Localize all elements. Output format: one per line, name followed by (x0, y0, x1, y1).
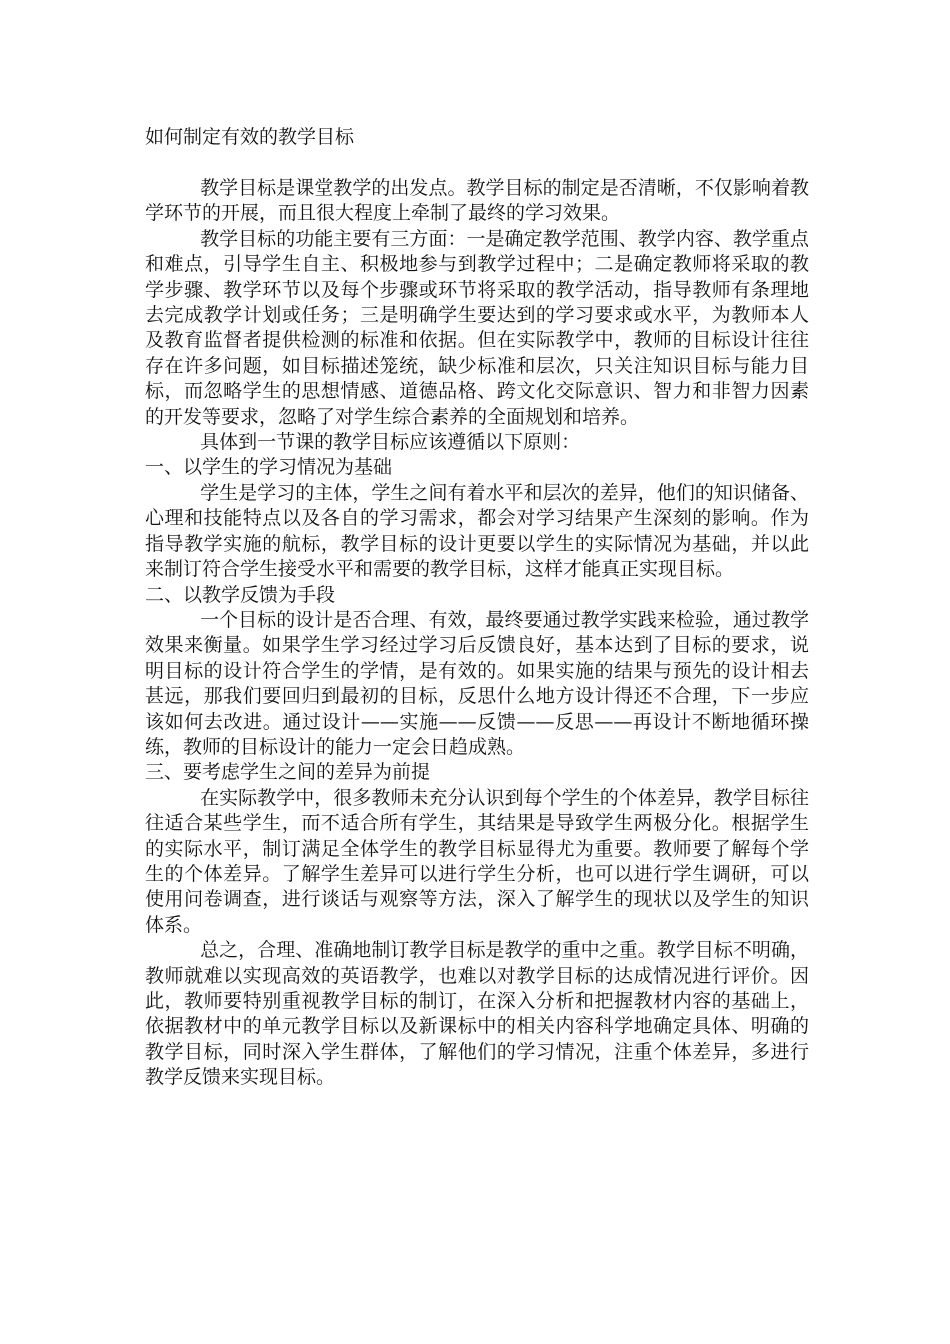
principles-intro-paragraph: 具体到一节课的教学目标应该遵循以下原则： (200, 431, 581, 454)
title-spacer (145, 150, 809, 176)
section-heading-1: 一、以学生的学习情况为基础 (145, 456, 393, 479)
conclusion-paragraph: 总之，合理、准确地制订教学目标是教学的重中之重。教学目标不明确，教师就难以实现高效的英语教学，也难以对教学目标的达成情况进行评价。因此，教师要特别重视教学目标的制订，在深入分析和把握教材内容的基础上，依据教材中的单元教学目标以及新课标中的相关内容科学地确定具体、明确的教学目标，同时深入学生群体，了解他们的学习情况，注重个体差异，多进行教学反馈来实现目标。 (145, 939, 809, 1089)
section-body-3: 在实际教学中，很多教师未充分认识到每个学生的个体差异，教学目标往往适合某些学生，而不适合所有学生，其结果是导致学生两极分化。根据学生的实际水平，制订满足全体学生的教学目标显得尤为重要。教师要了解每个学生的个体差异。了解学生差异可以进行学生分析，也可以进行学生调研，可以使用问卷调查，进行谈话与观察等方法，深入了解学生的现状以及学生的知识体系。 (145, 786, 809, 936)
section-body-1: 学生是学习的主体，学生之间有着水平和层次的差异，他们的知识储备、心理和技能特点以及各自的学习需求，都会对学习结果产生深刻的影响。作为指导教学实施的航标，教学目标的设计更要以学生的实际情况为基础，并以此来制订符合学生接受水平和需要的教学目标，这样才能真正实现目标。 (145, 481, 809, 581)
section-heading-2: 二、以教学反馈为手段 (145, 583, 336, 606)
functions-paragraph: 教学目标的功能主要有三方面：一是确定教学范围、教学内容、教学重点和难点，引导学生自主、积极地参与到教学过程中；二是确定教师将采取的教学步骤、教学环节以及每个步骤或环节将采取的教学活动，指导教师有条理地去完成教学计划或任务；三是明确学生要达到的学习要求或水平，为教师本人及教育监督者提供检测的标准和依据。但在实际教学中，教师的目标设计往往存在许多问题，如目标描述笼统，缺少标准和层次，只关注知识目标与能力目标，而忽略学生的思想情感、道德品格、跨文化交际意识、智力和非智力因素的开发等要求，忽略了对学生综合素养的全面规划和培养。 (145, 227, 809, 428)
section-body-2: 一个目标的设计是否合理、有效，最终要通过教学实践来检验，通过教学效果来衡量。如果学生学习经过学习后反馈良好，基本达到了目标的要求，说明目标的设计符合学生的学情，是有效的。如果实施的结果与预先的设计相去甚远，那我们要回归到最初的目标，反思什么地方设计得还不合理，下一步应该如何去改进。通过设计——实施——反馈——反思——再设计不断地循环操练，教师的目标设计的能力一定会日趋成熟。 (145, 608, 809, 758)
document-page (145, 124, 809, 1091)
intro-paragraph: 教学目标是课堂教学的出发点。教学目标的制定是否清晰，不仅影响着教学环节的开展，而且很大程度上牵制了最终的学习效果。 (145, 177, 809, 225)
document-title: 如何制定有效的教学目标 (145, 126, 355, 148)
section-heading-3: 三、要考虑学生之间的差异为前提 (145, 761, 431, 784)
